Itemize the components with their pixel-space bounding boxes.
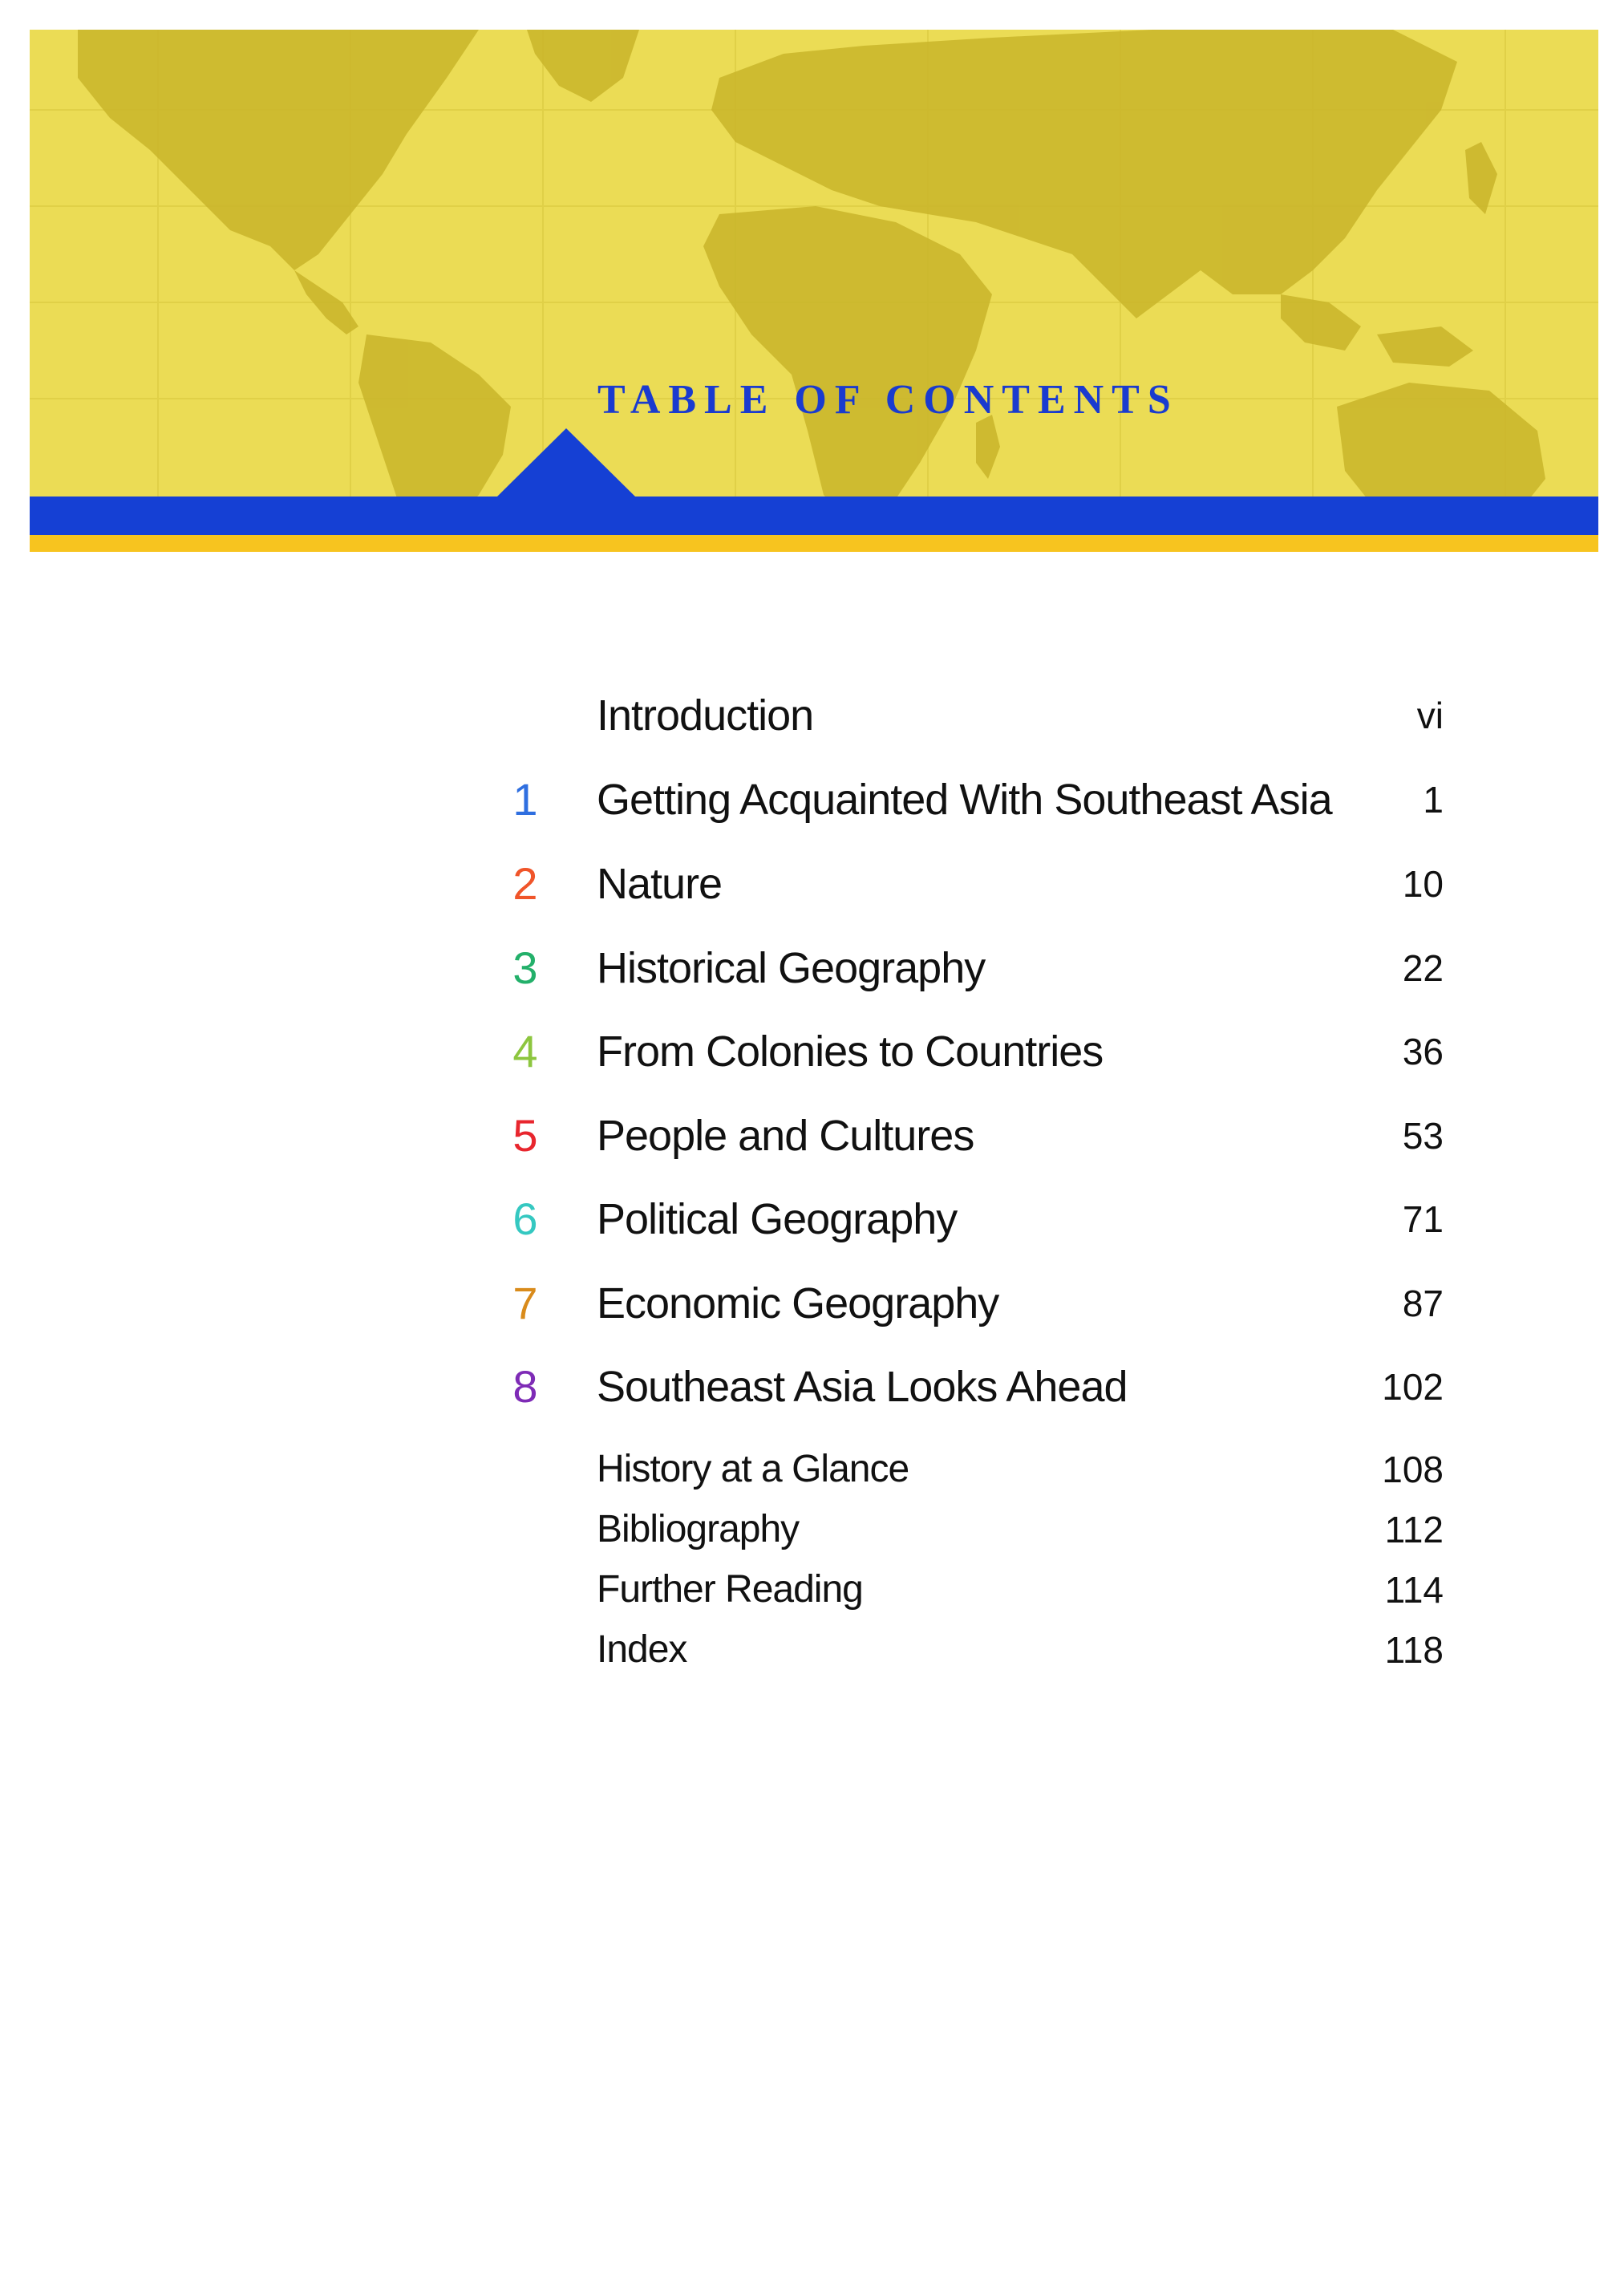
- toc-chapter-row[interactable]: [497, 940, 1460, 996]
- chapter-number: 5: [512, 1110, 538, 1161]
- chapter-page: 36: [1402, 1031, 1444, 1072]
- chapter-title: Southeast Asia Looks Ahead: [597, 1363, 1128, 1411]
- toc-intro-row[interactable]: [497, 687, 1460, 744]
- chapter-number: 6: [512, 1194, 538, 1244]
- chapter-title: From Colonies to Countries: [597, 1027, 1104, 1076]
- chapter-page: 1: [1423, 779, 1444, 821]
- chapter-number: 8: [512, 1361, 538, 1412]
- backmatter-title: History at a Glance: [597, 1448, 909, 1490]
- header-blue-band: [30, 497, 1598, 535]
- chapter-number: 7: [512, 1278, 538, 1328]
- backmatter-page: 108: [1382, 1449, 1444, 1490]
- page-title: TABLE OF CONTENTS: [597, 377, 1179, 423]
- header-gold-band: [30, 535, 1598, 552]
- toc-chapter-row[interactable]: [497, 1108, 1460, 1164]
- toc-chapter-row[interactable]: [497, 772, 1460, 828]
- toc-intro-page: vi: [1416, 695, 1444, 736]
- toc-chapter-row[interactable]: [497, 1275, 1460, 1331]
- backmatter-title: Index: [597, 1628, 687, 1671]
- chapter-title: Political Geography: [597, 1195, 958, 1243]
- toc-backmatter-row[interactable]: [497, 1562, 1460, 1618]
- toc-backmatter-row[interactable]: [497, 1502, 1460, 1558]
- backmatter-title: Further Reading: [597, 1568, 863, 1611]
- chapter-page: 53: [1402, 1115, 1444, 1157]
- chapter-title: People and Cultures: [597, 1112, 974, 1160]
- chapter-title: Nature: [597, 860, 723, 908]
- toc-chapter-row[interactable]: [497, 856, 1460, 912]
- world-map-banner: [30, 30, 1598, 527]
- chapter-number: 4: [512, 1026, 538, 1076]
- toc-backmatter-row[interactable]: [497, 1441, 1460, 1498]
- toc-chapter-row[interactable]: [497, 1359, 1460, 1415]
- world-map-image: [30, 30, 1598, 527]
- chapter-number: 1: [512, 774, 538, 825]
- toc-intro-label: Introduction: [597, 691, 814, 740]
- backmatter-title: Bibliography: [597, 1508, 800, 1550]
- chapter-page: 102: [1382, 1366, 1444, 1408]
- backmatter-page: 114: [1384, 1569, 1444, 1611]
- chapter-title: Getting Acquainted With Southeast Asia: [597, 776, 1332, 824]
- header-triangle-marker: [497, 428, 635, 497]
- chapter-page: 87: [1402, 1283, 1444, 1324]
- chapter-number: 2: [512, 858, 538, 909]
- backmatter-page: 112: [1384, 1509, 1444, 1550]
- backmatter-page: 118: [1384, 1629, 1444, 1671]
- chapter-title: Economic Geography: [597, 1279, 999, 1327]
- chapter-number: 3: [512, 942, 538, 993]
- chapter-title: Historical Geography: [597, 944, 986, 992]
- chapter-page: 71: [1402, 1198, 1444, 1240]
- chapter-page: 22: [1402, 947, 1444, 989]
- toc-backmatter-row[interactable]: [497, 1622, 1460, 1678]
- chapter-page: 10: [1402, 863, 1444, 905]
- toc-chapter-row[interactable]: [497, 1023, 1460, 1080]
- toc-chapter-row[interactable]: [497, 1191, 1460, 1247]
